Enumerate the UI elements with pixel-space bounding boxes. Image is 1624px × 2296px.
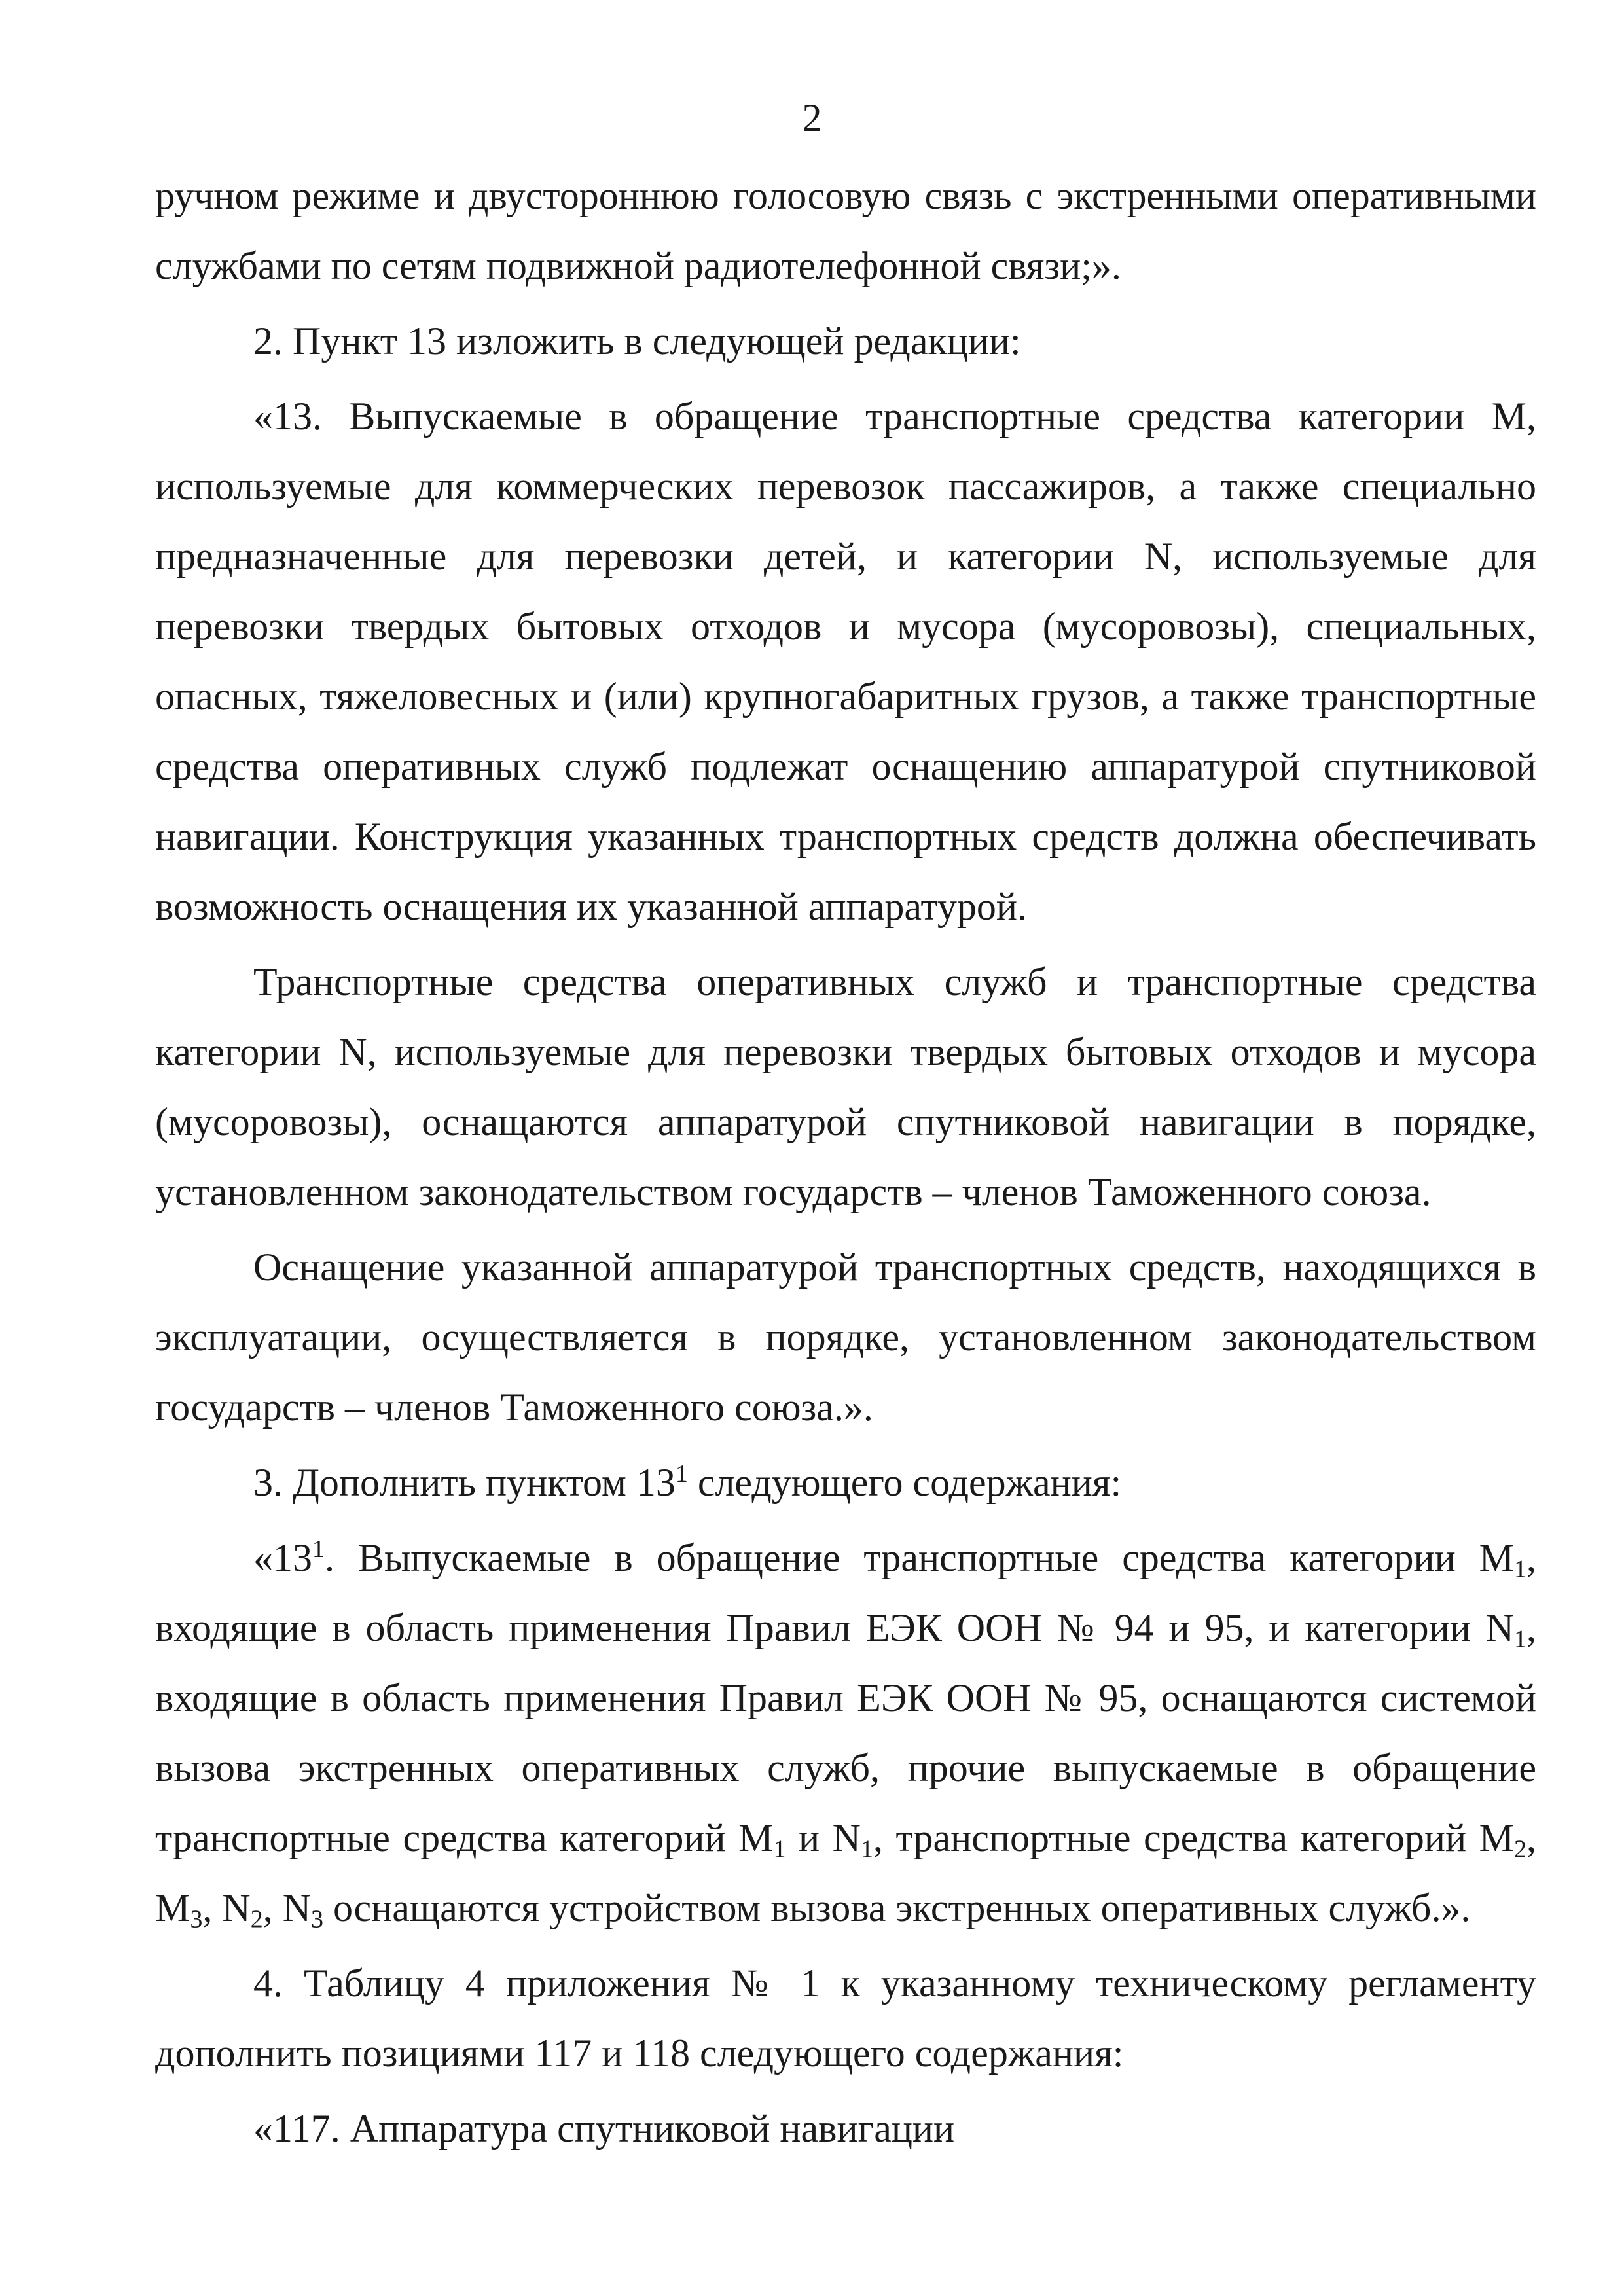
subscript: 1 [1514, 1555, 1526, 1583]
subscript: 2 [1514, 1835, 1526, 1863]
clause-text: , входящие в область применения Правил ЕЭК ООН № 94 и 95, и категории N [155, 1536, 1536, 1649]
subscript: 1 [861, 1835, 873, 1863]
paragraph-item-2: 2. Пункт 13 изложить в следующей редакции: [253, 319, 1021, 363]
subscript: 1 [1514, 1625, 1526, 1653]
paragraph-continuation: ручном режиме и двустороннюю голосовую связь с экстренными оперативными службами по сетям подвижной радиотелефонной связи;». [155, 174, 1536, 287]
clause-text: . Выпускаемые в обращение транспортные средства категории M [325, 1536, 1514, 1579]
clause-text: «13 [253, 1536, 312, 1579]
paragraph-item-4: 4. Таблицу 4 приложения № 1 к указанному техническому регламенту дополнить позициями 117 и 118 следующего содержания: [155, 1962, 1536, 2075]
clause-text: , N [202, 1886, 251, 1929]
superscript: 1 [675, 1460, 688, 1488]
clause-text: , M [155, 1816, 1536, 1929]
document-body [155, 161, 1536, 2164]
clause-text: , N [262, 1886, 312, 1929]
page-number: 2 [802, 96, 822, 139]
clause-text: , входящие в область применения Правил ЕЭК ООН № 95, оснащаются системой вызова экстренных оперативных служб, прочие выпускаемые в обращение транспортные средства категорий M [155, 1606, 1536, 1859]
clause-text: , транспортные средства категорий M [873, 1816, 1514, 1859]
subscript: 2 [250, 1905, 263, 1933]
paragraph-clause-13-1 [155, 1523, 1536, 1943]
subscript: 1 [773, 1835, 786, 1863]
subscript: 3 [311, 1905, 324, 1933]
paragraph-item-3 [155, 1448, 1536, 1518]
paragraph-clause-13-part-2: Транспортные средства оперативных служб и транспортные средства категории N, используемые для перевозки твердых бытовых отходов и мусора (мусоровозы), оснащаются аппаратурой спутниковой навигации в порядке, установленном законодательством государств – членов Таможенного союза. [155, 960, 1536, 1213]
clause-text: и N [785, 1816, 861, 1859]
superscript: 1 [312, 1535, 325, 1564]
item-3-text-end: следующего содержания: [687, 1461, 1122, 1504]
item-3-text: 3. Дополнить пунктом 13 [253, 1461, 676, 1504]
paragraph-clause-13-part-3: Оснащение указанной аппаратурой транспортных средств, находящихся в эксплуатации, осуществляется в порядке, установленном законодательством государств – членов Таможенного союза.». [155, 1246, 1536, 1429]
paragraph-clause-13: «13. Выпускаемые в обращение транспортные средства категории M, используемые для коммерческих перевозок пассажиров, а также специально предназначенные для перевозки детей, и категории N, используемые для перевозки твердых бытовых отходов и мусора (мусоровозы), специальных, опасных, тяжеловесных и (или) крупногабаритных грузов, а также транспортные средства оперативных служб подлежат оснащению аппаратурой спутниковой навигации. Конструкция указанных транспортных средств должна обеспечивать возможность оснащения их указанной аппаратурой. [155, 395, 1536, 928]
clause-text: оснащаются устройством вызова экстренных оперативных служб.». [323, 1886, 1471, 1929]
paragraph-position-117: «117. Аппаратура спутниковой навигации [253, 2107, 955, 2150]
subscript: 3 [190, 1905, 203, 1933]
